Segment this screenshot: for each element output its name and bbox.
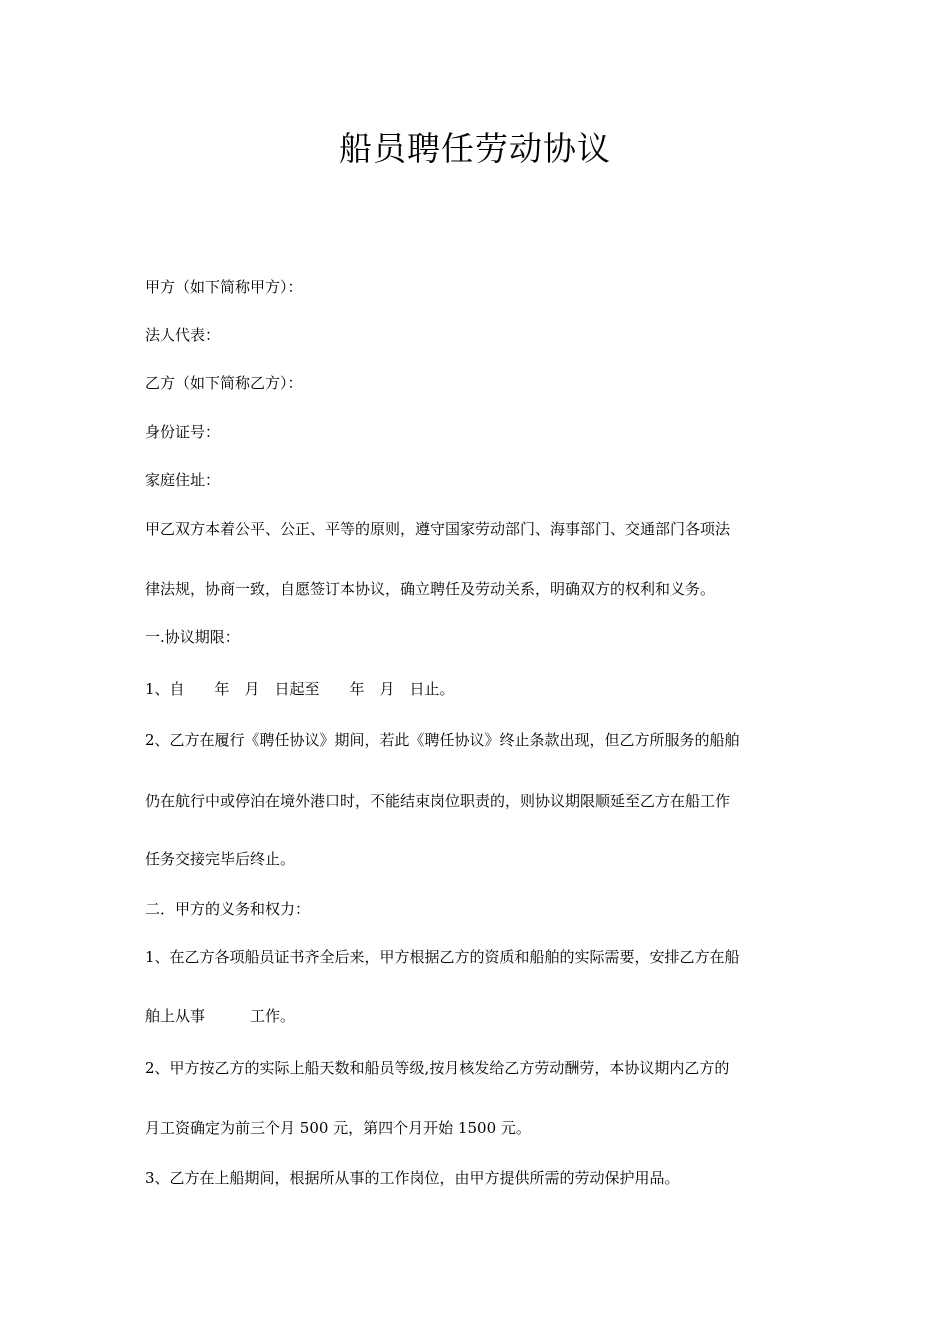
clause-2-1-line-2: 舶上从事 工作。 — [145, 1007, 296, 1025]
id-number-line: 身份证号： — [145, 423, 221, 441]
legal-representative-line: 法人代表： — [145, 326, 221, 344]
home-address-line: 家庭住址： — [145, 471, 221, 489]
clause-1-2-line-3: 任务交接完毕后终止。 — [145, 850, 296, 868]
clause-2-3: 3、乙方在上船期间，根据所从事的工作岗位，由甲方提供所需的劳动保护用品。 — [145, 1169, 680, 1187]
preamble-line-1: 甲乙双方本着公平、公正、平等的原则，遵守国家劳动部门、海事部门、交通部门各项法 — [145, 520, 731, 538]
preamble-line-2: 律法规，协商一致，自愿签订本协议，确立聘任及劳动关系，明确双方的权利和义务。 — [145, 580, 716, 598]
section-2-heading: 二．甲方的义务和权力： — [145, 900, 311, 918]
clause-1-2-line-2: 仍在航行中或停泊在境外港口时，不能结束岗位职责的，则协议期限顺延至乙方在船工作 — [145, 792, 731, 810]
clause-2-1-line-1: 1、在乙方各项船员证书齐全后来，甲方根据乙方的资质和船舶的实际需要，安排乙方在船 — [145, 948, 740, 966]
clause-2-2-line-2: 月工资确定为前三个月 500 元，第四个月开始 1500 元。 — [145, 1119, 531, 1137]
section-1-heading: 一.协议期限： — [145, 628, 240, 646]
party-b-line: 乙方（如下简称乙方）： — [145, 374, 303, 392]
document-title: 船员聘任劳动协议 — [339, 129, 611, 168]
clause-1-2-line-1: 2、乙方在履行《聘任协议》期间，若此《聘任协议》终止条款出现，但乙方所服务的船舶 — [145, 731, 740, 749]
clause-1-1: 1、自 年 月 日起至 年 月 日止。 — [145, 680, 455, 698]
party-a-line: 甲方（如下简称甲方）： — [145, 278, 303, 296]
clause-2-2-line-1: 2、甲方按乙方的实际上船天数和船员等级,按月核发给乙方劳动酬劳，本协议期内乙方的 — [145, 1059, 730, 1077]
